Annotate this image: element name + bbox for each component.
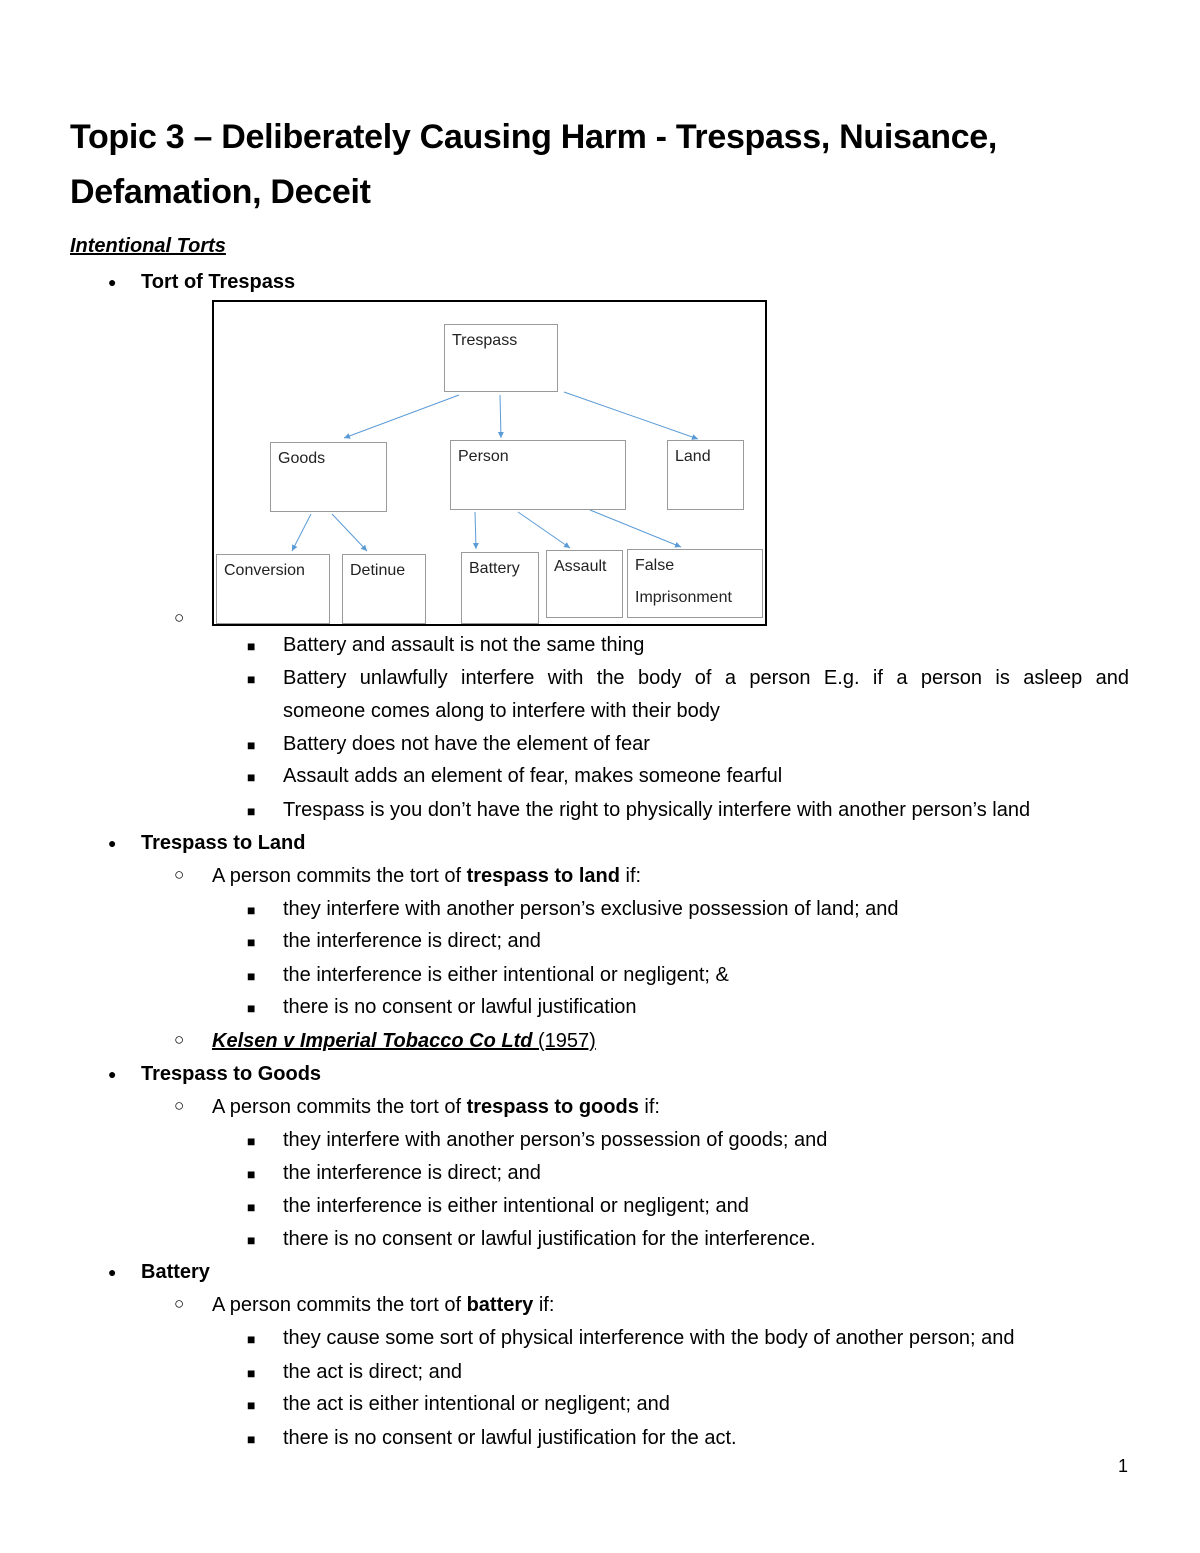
list-item: there is no consent or lawful justification for the interference. (283, 1228, 816, 1250)
arrow-trespass-land (564, 392, 698, 439)
arrow-trespass-person (500, 395, 501, 438)
bullet-disc-icon: ● (108, 835, 117, 851)
battery-intro: A person commits the tort of battery if: (212, 1294, 555, 1316)
list-item: the act is direct; and (283, 1361, 462, 1383)
bullet-square-icon: ■ (247, 968, 256, 984)
bullet-square-icon: ■ (247, 1232, 256, 1248)
bullet-square-icon: ■ (247, 737, 256, 753)
page-number: 1 (1118, 1456, 1129, 1476)
trespass-diagram (212, 300, 767, 626)
list-item: the interference is either intentional or negligent; and (283, 1195, 749, 1217)
bullet-circle-icon: ○ (174, 1294, 185, 1313)
arrow-person-battery (475, 512, 476, 549)
bullet-square-icon: ■ (247, 1431, 256, 1447)
battery-heading: Battery (141, 1261, 210, 1283)
bullet-square-icon: ■ (247, 902, 256, 918)
list-item: they cause some sort of physical interference with the body of another person; and (283, 1327, 1015, 1349)
trespass-to-goods-intro: A person commits the tort of trespass to goods if: (212, 1096, 660, 1118)
bullet-disc-icon: ● (108, 274, 117, 290)
list-item: the interference is either intentional or negligent; & (283, 964, 729, 986)
diagram-box-false-imprisonment: False Imprisonment (627, 549, 763, 618)
note-text: someone comes along to interfere with their body (283, 700, 720, 722)
bullet-square-icon: ■ (247, 934, 256, 950)
case-name[interactable]: Kelsen v Imperial Tobacco Co Ltd (212, 1030, 533, 1052)
bullet-square-icon: ■ (247, 1166, 256, 1182)
case-year: (1957) (532, 1030, 596, 1052)
note-text: Battery and assault is not the same thing (283, 634, 645, 656)
trespass-to-goods-heading: Trespass to Goods (141, 1063, 322, 1085)
arrow-person-assault (518, 512, 570, 548)
diagram-box-trespass: Trespass (444, 324, 558, 392)
list-item: the act is either intentional or negligent; and (283, 1393, 670, 1415)
bullet-disc-icon: ● (108, 1264, 117, 1280)
diagram-box-land: Land (667, 440, 744, 510)
bullet-square-icon: ■ (247, 769, 256, 785)
bullet-square-icon: ■ (247, 1133, 256, 1149)
list-item: the interference is direct; and (283, 930, 541, 952)
note-text: Battery unlawfully interfere with the body of a person E.g. if a person is asleep and (283, 667, 1129, 689)
note-text: Assault adds an element of fear, makes someone fearful (283, 765, 783, 787)
note-text: Battery does not have the element of fear (283, 733, 650, 755)
trespass-to-land-heading: Trespass to Land (141, 832, 306, 854)
bullet-circle-icon: ○ (174, 608, 185, 627)
bullet-square-icon: ■ (247, 803, 256, 819)
diagram-box-goods: Goods (270, 442, 387, 512)
bullet-square-icon: ■ (247, 671, 256, 687)
trespass-to-land-intro: A person commits the tort of trespass to land if: (212, 865, 642, 887)
diagram-box-detinue: Detinue (342, 554, 426, 624)
bullet-square-icon: ■ (247, 1397, 256, 1413)
list-item: there is no consent or lawful justification for the act. (283, 1427, 737, 1449)
diagram-box-assault: Assault (546, 550, 623, 618)
bullet-square-icon: ■ (247, 638, 256, 654)
tort-of-trespass-heading: Tort of Trespass (141, 271, 296, 293)
diagram-box-battery: Battery (461, 552, 539, 624)
diagram-box-conversion: Conversion (216, 554, 330, 624)
note-text: Trespass is you don’t have the right to physically interfere with another person’s land (283, 799, 1031, 821)
bullet-square-icon: ■ (247, 1365, 256, 1381)
bullet-square-icon: ■ (247, 1000, 256, 1016)
bullet-circle-icon: ○ (174, 1096, 185, 1115)
list-item: the interference is direct; and (283, 1162, 541, 1184)
bullet-circle-icon: ○ (174, 865, 185, 884)
arrow-trespass-goods (344, 395, 459, 438)
diagram-box-person: Person (450, 440, 626, 510)
list-item: there is no consent or lawful justification (283, 996, 637, 1018)
arrow-goods-conversion (292, 514, 311, 551)
section-heading: Intentional Torts (70, 235, 226, 257)
list-item: they interfere with another person’s exclusive possession of land; and (283, 898, 899, 920)
arrow-person-false-imprisonment (590, 510, 681, 547)
bullet-square-icon: ■ (247, 1331, 256, 1347)
case-citation[interactable] (212, 1029, 596, 1053)
bullet-square-icon: ■ (247, 1199, 256, 1215)
list-item: they interfere with another person’s possession of goods; and (283, 1129, 828, 1151)
bullet-disc-icon: ● (108, 1066, 117, 1082)
page-title: Topic 3 – Deliberately Causing Harm - Trespass, Nuisance, Defamation, Deceit (70, 118, 998, 211)
bullet-circle-icon: ○ (174, 1030, 185, 1049)
arrow-goods-detinue (332, 514, 367, 551)
